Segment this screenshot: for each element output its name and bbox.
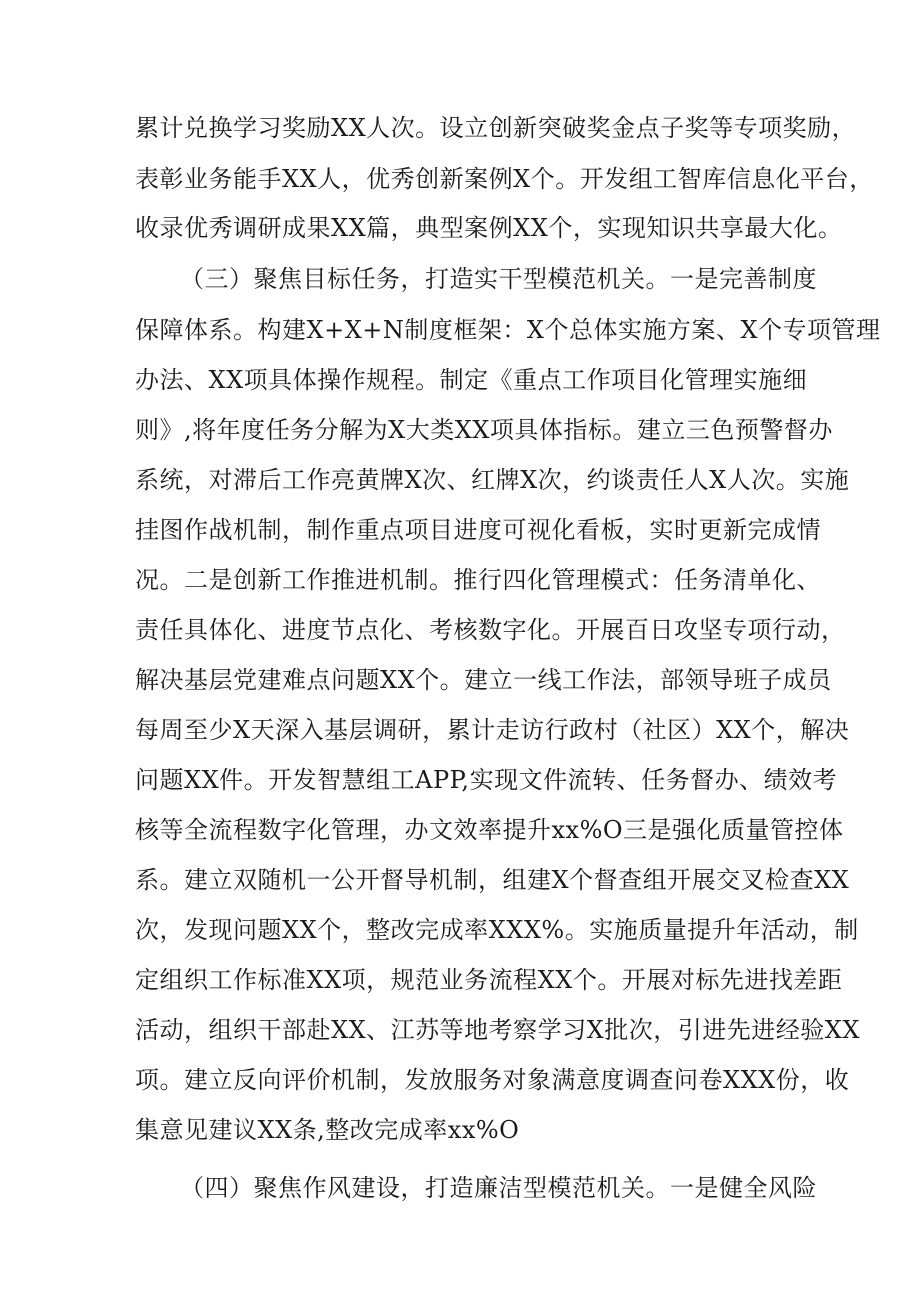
line-text: 责任具体化、进度节点化、考核数字化。开展百日攻坚专项行动， [135, 616, 846, 644]
text-line [0, 860, 920, 900]
text-line [0, 660, 920, 700]
text-line [0, 810, 920, 850]
text-line [0, 1010, 920, 1050]
line-text: 则》,将年度任务分解为X大类XX项具体指标。建立三色预警督办 [135, 416, 833, 444]
text-line [0, 910, 920, 950]
line-text: 次，发现问题XX个，整改完成率XXX%。实施质量提升年活动，制 [135, 916, 859, 944]
line-text: 况。二是创新工作推进机制。推行四化管理模式：任务清单化、 [135, 566, 821, 594]
text-line [0, 159, 920, 199]
text-line [0, 108, 920, 148]
text-line [0, 510, 920, 550]
section-heading-line [0, 259, 920, 299]
line-text: 活动，组织干部赴XX、江苏等地考察学习X批次，引进先进经验XX [135, 1016, 860, 1044]
line-text: 表彰业务能手XX人，优秀创新案例X个。开发组工智库信息化平台， [135, 165, 874, 193]
line-text: （三）聚焦目标任务，打造实干型模范机关。一是完善制度 [180, 265, 817, 293]
line-text: 每周至少X天深入基层调研，累计走访行政村（社区）XX个，解决 [135, 716, 850, 744]
line-text: 解决基层党建难点问题XX个。建立一线工作法，部领导班子成员 [135, 666, 832, 694]
line-text: 系。建立双随机一公开督导机制，组建X个督查组开展交叉检查XX [135, 866, 850, 894]
text-line [0, 760, 920, 800]
line-text: 核等全流程数字化管理，办文效率提升xx%O三是强化质量管控体 [135, 816, 844, 844]
line-text: 保障体系。构建X+X+N制度框架：X个总体实施方案、X个专项管理 [135, 316, 881, 344]
text-line [0, 960, 920, 1000]
text-line [0, 1060, 920, 1100]
line-text: 办法、XX项具体操作规程。制定《重点工作项目化管理实施细 [135, 366, 808, 394]
line-text: 项。建立反向评价机制，发放服务对象满意度调查问卷XXX份，收 [135, 1066, 850, 1094]
line-text: 系统，对滞后工作亮黄牌X次、红牌X次，约谈责任人X人次。实施 [135, 466, 850, 494]
text-line [0, 360, 920, 400]
line-text: 定组织工作标准XX项，规范业务流程XX个。开展对标先进找差距 [135, 966, 843, 994]
line-text: 累计兑换学习奖励XX人次。设立创新突破奖金点子奖等专项奖励， [135, 114, 857, 142]
text-line [0, 410, 920, 450]
text-line [0, 208, 920, 248]
line-text: 挂图作战机制，制作重点项目进度可视化看板，实时更新完成情 [135, 516, 821, 544]
line-text: （四）聚焦作风建设，打造廉洁型模范机关。一是健全风险 [180, 1174, 817, 1202]
text-line [0, 1110, 920, 1150]
section-heading-line [0, 1168, 920, 1208]
line-text: 问题XX件。开发智慧组工APP,实现文件流转、任务督办、绩效考 [135, 766, 838, 794]
text-line [0, 310, 920, 350]
text-line [0, 610, 920, 650]
text-line [0, 460, 920, 500]
text-line [0, 560, 920, 600]
line-text: 收录优秀调研成果XX篇，典型案例XX个，实现知识共享最大化。 [135, 214, 843, 242]
text-line [0, 710, 920, 750]
line-text: 集意见建议XX条,整改完成率xx%O [135, 1116, 520, 1144]
